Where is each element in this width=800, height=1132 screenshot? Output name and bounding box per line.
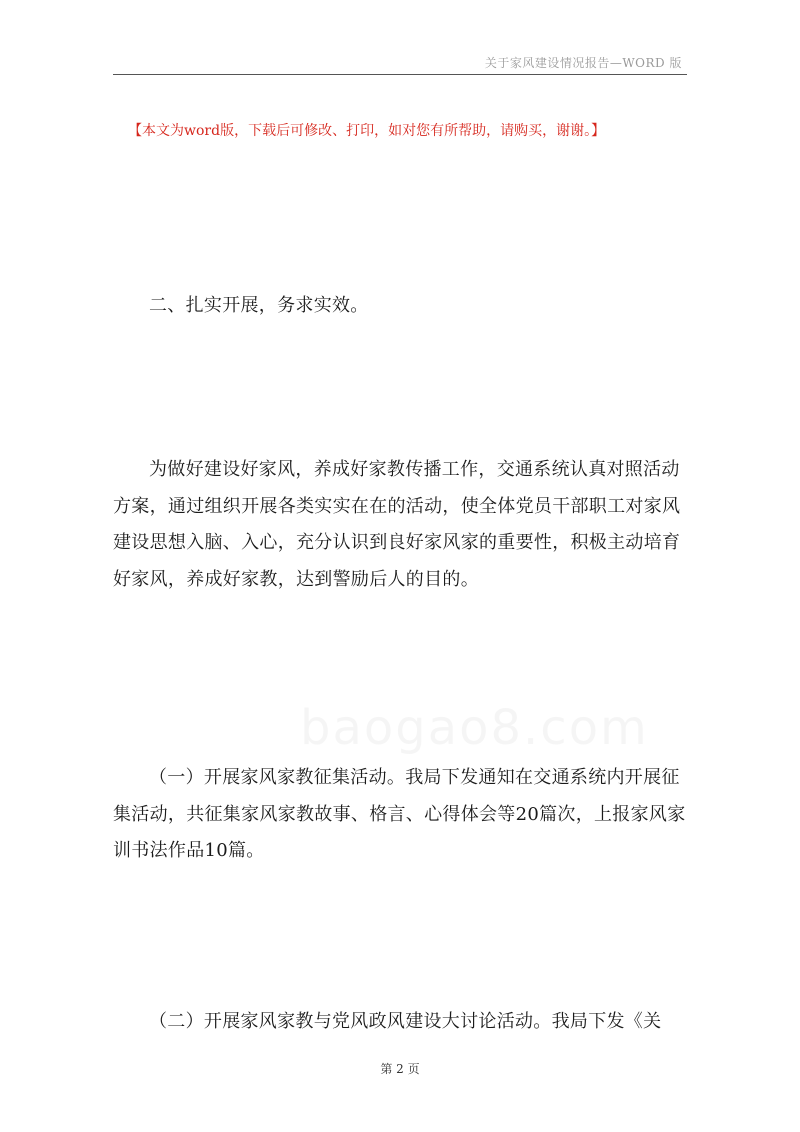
header-title: 关于家风建设情况报告—WORD 版 [484,56,682,70]
purchase-notice: 【本文为word版，下载后可修改、打印，如对您有所帮助，请购买，谢谢。】 [128,123,606,139]
watermark [300,700,649,756]
page-number: 第 2 页 [380,1062,420,1076]
section-heading: 二、扎实开展，务求实效。 [149,295,369,316]
paragraph-item-1: （一）开展家风家教征集活动。我局下发通知在交通系统内开展征集活动，共征集家风家教故事、格言、心得体会等20篇次，上报家风家训书法作品10篇。 [113,767,686,861]
paragraph-item-2: （二）开展家风家教与党风政风建设大讨论活动。我局下发《关 [149,1011,662,1032]
header-divider [113,74,687,75]
paragraph-intro: 为做好建设好家风，养成好家教传播工作，交通系统认真对照活动方案，通过组织开展各类实实在在的活动，使全体党员干部职工对家风建设思想入脑、入心，充分认识到良好家风家的重要性，积极主动培育好家风，养成好家教，达到警励后人的目的。 [113,459,681,590]
